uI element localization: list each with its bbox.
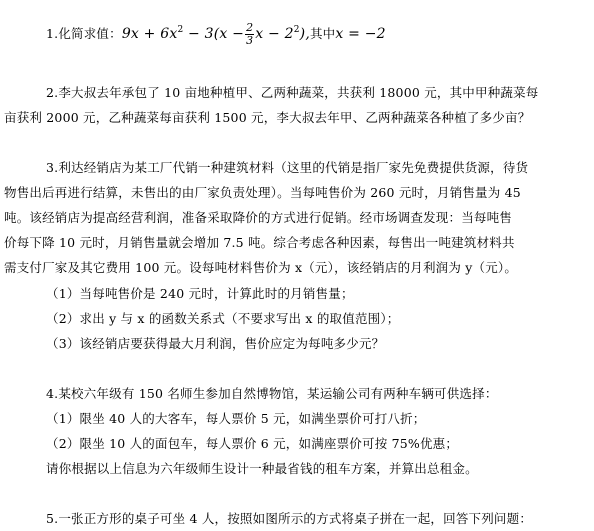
question-3-line-3: 吨。该经销店为提高经营利润，准备采取降价的方式进行促销。经市场调查发现：当每吨售 bbox=[4, 210, 513, 225]
question-3-line-5: 需支付厂家及其它费用 100 元。设每吨材料售价为 x（元），该经销店的月利润为 y（元）。 bbox=[4, 260, 518, 275]
question-3-sub-2: （2）求出 y 与 x 的函数关系式（不要求写出 x 的取值范围）； bbox=[46, 311, 400, 326]
q1-condition: x = −2 bbox=[335, 26, 386, 42]
q1-suffix: 其中 bbox=[309, 26, 336, 41]
question-3-sub-1: （1）当每吨售价是 240 元时，计算此时的月销售量； bbox=[46, 286, 354, 301]
question-3-sub-3: （3）该经销店要获得最大月利润，售价应定为每吨多少元？ bbox=[46, 336, 385, 351]
question-5-line-1: 5.一张正方形的桌子可坐 4 人，按照如图所示的方式将桌子拼在一起，回答下列问题： bbox=[46, 511, 533, 526]
question-2-line-2: 亩获利 2000 元，乙种蔬菜每亩获利 1500 元，李大叔去年甲、乙两种蔬菜各种植了多少亩？ bbox=[4, 110, 531, 125]
question-1 bbox=[46, 18, 594, 47]
question-3-line-2: 物售出后再进行结算，未售出的由厂家负责处理）。当每吨售价为 260 元时，月销售量为 45 bbox=[4, 185, 521, 200]
question-4-line-2: 请你根据以上信息为六年级师生设计一种最省钱的租车方案，并算出总租金。 bbox=[46, 461, 478, 476]
q1-expression: $9x + 6x^2 - 3(x$ − $\frac{2}{3}$ $x - 2^2$), bbox=[121, 20, 310, 47]
question-3-line-1: 3.利达经销店为某工厂代销一种建筑材料（这里的代销是指厂家先免费提供货源，待货 bbox=[46, 160, 529, 175]
q1-fraction: $\frac{2}{3}$ bbox=[246, 20, 254, 47]
q1-prefix: 1.化简求值： bbox=[46, 26, 122, 41]
question-2-line-1: 2.李大叔去年承包了 10 亩地种植甲、乙两种蔬菜，共获利 18000 元，其中甲种蔬菜每 bbox=[46, 85, 539, 100]
question-3-line-4: 价每下降 10 元时，月销售量就会增加 7.5 吨。综合考虑各种因素，每售出一吨建筑材料共 bbox=[4, 235, 515, 250]
question-4-line-1: 4.某校六年级有 150 名师生参加自然博物馆，某运输公司有两种车辆可供选择： bbox=[46, 386, 498, 401]
question-4-sub-2: （2）限坐 10 人的面包车，每人票价 6 元，如满座票价可按 75%优惠； bbox=[46, 436, 459, 451]
question-4-sub-1: （1）限坐 40 人的大客车，每人票价 5 元，如满坐票价可打八折； bbox=[46, 411, 426, 426]
